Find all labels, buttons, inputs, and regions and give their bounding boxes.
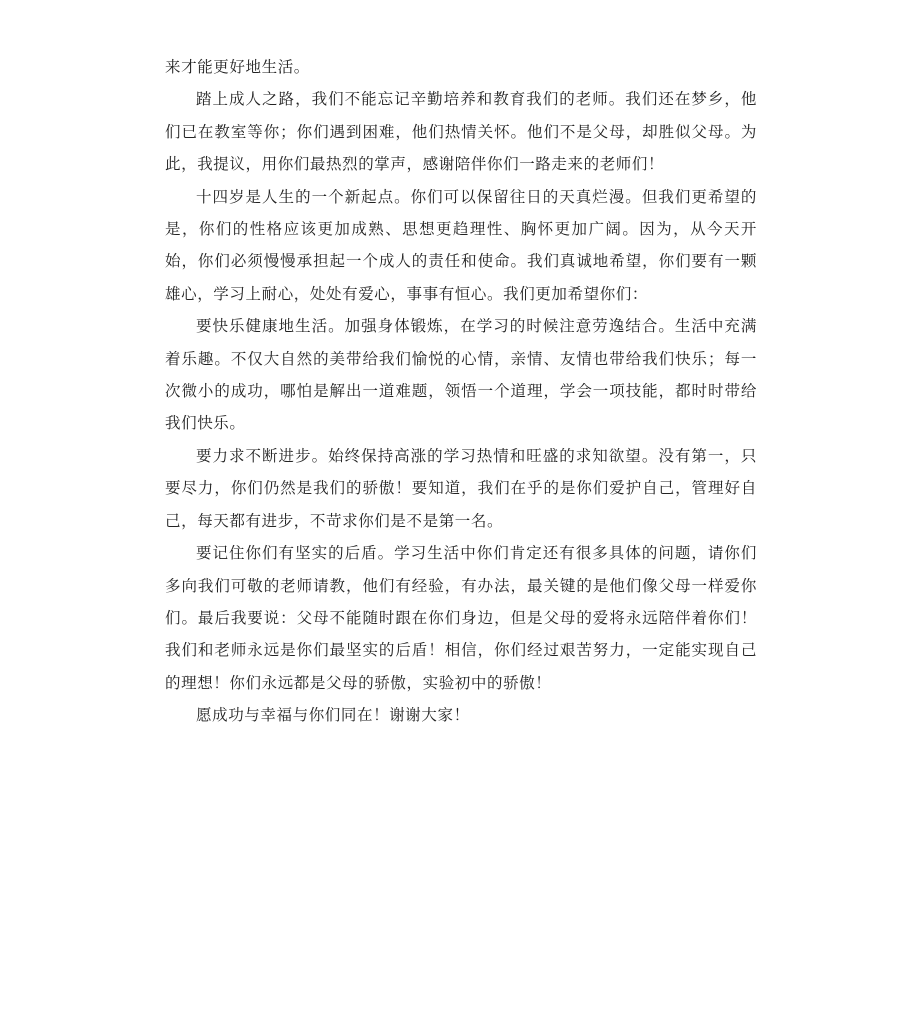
paragraph-continuation: 来才能更好地生活。 <box>165 58 310 76</box>
paragraph-progress: 要力求不断进步。始终保持高涨的学习热情和旺盛的求知欲望。没有第一，只要尽力，你们仍然是我们的骄傲！要知道，我们在乎的是你们爱护自己，管理好自己，每天都有进步，不苛求你们是不是第一名。 <box>165 446 757 530</box>
paragraph-teachers: 踏上成人之路，我们不能忘记辛勤培养和教育我们的老师。我们还在梦乡，他们已在教室等你；你们遇到困难，他们热情关怀。他们不是父母，却胜似父母。为此，我提议，用你们最热烈的掌声，感谢陪伴你们一路走来的老师们！ <box>165 90 757 174</box>
paragraph-healthy-life: 要快乐健康地生活。加强身体锻炼，在学习的时候注意劳逸结合。生活中充满着乐趣。不仅大自然的美带给我们愉悦的心情，亲情、友情也带给我们快乐；每一次微小的成功，哪怕是解出一道难题，领悟一个道理，学会一项技能，都时时带给我们快乐。 <box>165 317 757 433</box>
document-body <box>165 51 757 732</box>
paragraph-fourteen: 十四岁是人生的一个新起点。你们可以保留往日的天真烂漫。但我们更希望的是，你们的性格应该更加成熟、思想更趋理性、胸怀更加广阔。因为，从今天开始，你们必须慢慢承担起一个成人的责任和使命。我们真诚地希望，你们要有一颗雄心，学习上耐心，处处有爱心，事事有恒心。我们更加希望你们： <box>165 187 757 303</box>
paragraph-closing: 愿成功与幸福与你们同在！谢谢大家！ <box>196 706 470 725</box>
paragraph-support: 要记住你们有坚实的后盾。学习生活中你们肯定还有很多具体的问题，请你们多向我们可敬的老师请教，他们有经验，有办法，最关键的是他们像父母一样爱你们。最后我要说：父母不能随时跟在你们身边，但是父母的爱将永远陪伴着你们！我们和老师永远是你们最坚实的后盾！相信，你们经过艰苦努力，一定能实现自己的理想！你们永远都是父母的骄傲，实验初中的骄傲！ <box>165 544 757 692</box>
